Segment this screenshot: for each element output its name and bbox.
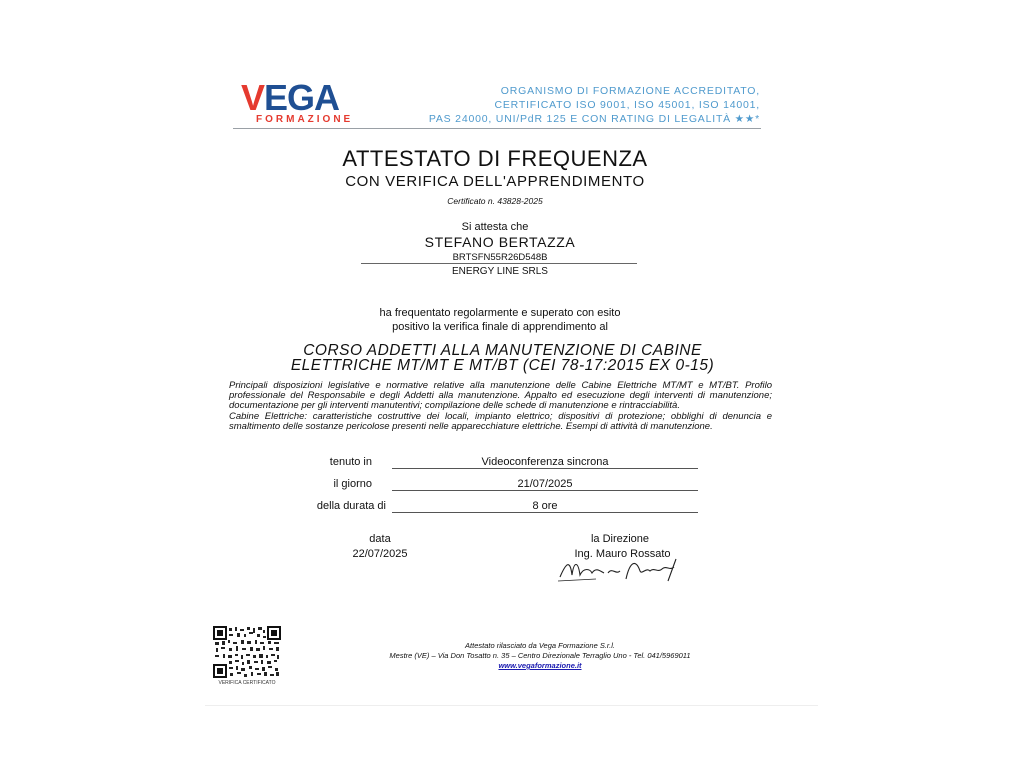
frequency-line-1: ha frequentato regolarmente e superato con esito	[379, 307, 621, 319]
bottom-divider	[205, 705, 818, 706]
duration-value: 8 ore	[532, 500, 558, 512]
accreditation-line-2: CERTIFICATO ISO 9001, ISO 45001, ISO 14001,	[494, 99, 760, 111]
footer-line-1: Attestato rilasciato da Vega Formazione S.r.l.	[465, 641, 615, 650]
held-in-value: Videoconferenza sincrona	[481, 456, 609, 468]
issue-date-label: data	[369, 533, 391, 545]
logo-letter-v: V	[241, 77, 265, 118]
logo-subtitle: FORMAZIONE	[256, 114, 354, 125]
recipient-name: STEFANO BERTAZZA	[424, 234, 576, 250]
website-link[interactable]: www.vegaformazione.it	[498, 661, 582, 670]
duration-label: della durata di	[316, 500, 386, 512]
qr-caption: VERIFICA CERTIFICATO	[218, 680, 276, 686]
director-name: Ing. Mauro Rossato	[574, 548, 671, 560]
program-paragraph-1: Principali disposizioni legislative e normative relative alla manutenzione delle Cabine Elettriche MT/MT e MT/BT. Profilo professionale del Responsabile e degli Addetti alla manutenzione. Appalto ed esecuzione degli interventi di manutenzione; documentazione per gli interventi manutentivi; compilazione delle schede di manutenzione e rintracciabilità.	[229, 380, 772, 412]
course-title-line-2: ELETTRICHE MT/MT E MT/BT (CEI 78-17:2015 EX 0-15)	[290, 357, 715, 374]
issue-date-value: 22/07/2025	[352, 548, 408, 560]
logo-word-rest: EGA	[264, 77, 340, 118]
certificate-title: ATTESTATO DI FREQUENZA	[342, 146, 648, 171]
recipient-divider	[361, 263, 637, 264]
issuer-footer	[300, 641, 780, 671]
frequency-line-2: positivo la verifica finale di apprendimento al	[392, 321, 608, 333]
duration-line	[392, 512, 698, 513]
accreditation-line-3: PAS 24000, UNI/PdR 125 E CON RATING DI LEGALITÀ ★★*	[428, 113, 760, 125]
course-program	[229, 381, 772, 432]
qr-code	[213, 626, 281, 678]
course-title	[230, 343, 775, 373]
accreditation-text	[420, 84, 760, 126]
frequency-statement	[230, 306, 770, 334]
logo-wordmark	[241, 77, 340, 118]
fiscal-code: BRTSFN55R26D548B	[452, 252, 548, 263]
footer-line-2: Mestre (VE) – Via Don Tosatto n. 35 – Centro Direzionale Terraglio Uno - Tel. 041/5969011	[389, 651, 691, 660]
company-name: ENERGY LINE SRLS	[452, 266, 548, 277]
program-paragraph-2: Cabine Elettriche: caratteristiche costruttive dei locali, impianto elettrico; dispositivi di protezione; obblighi di denuncia e smaltimento delle sostanze pericolose presenti nelle apparecchiature elettriche. Esempi di attività di manutenzione.	[229, 410, 772, 432]
accreditation-line-1: ORGANISMO DI FORMAZIONE ACCREDITATO,	[500, 85, 760, 97]
course-title-line-1: CORSO ADDETTI ALLA MANUTENZIONE DI CABINE	[303, 342, 702, 359]
date-value: 21/07/2025	[517, 478, 573, 490]
certificate-subtitle: CON VERIFICA DELL'APPRENDIMENTO	[345, 173, 645, 190]
header-divider	[233, 128, 761, 129]
date-label: il giorno	[333, 478, 372, 490]
date-line	[392, 490, 698, 491]
held-in-line	[392, 468, 698, 469]
attesta-text: Si attesta che	[461, 221, 529, 233]
held-in-label: tenuto in	[329, 456, 372, 468]
direction-label: la Direzione	[590, 533, 650, 545]
certificate-number: Certificato n. 43828-2025	[447, 196, 543, 206]
director-signature	[556, 555, 686, 583]
